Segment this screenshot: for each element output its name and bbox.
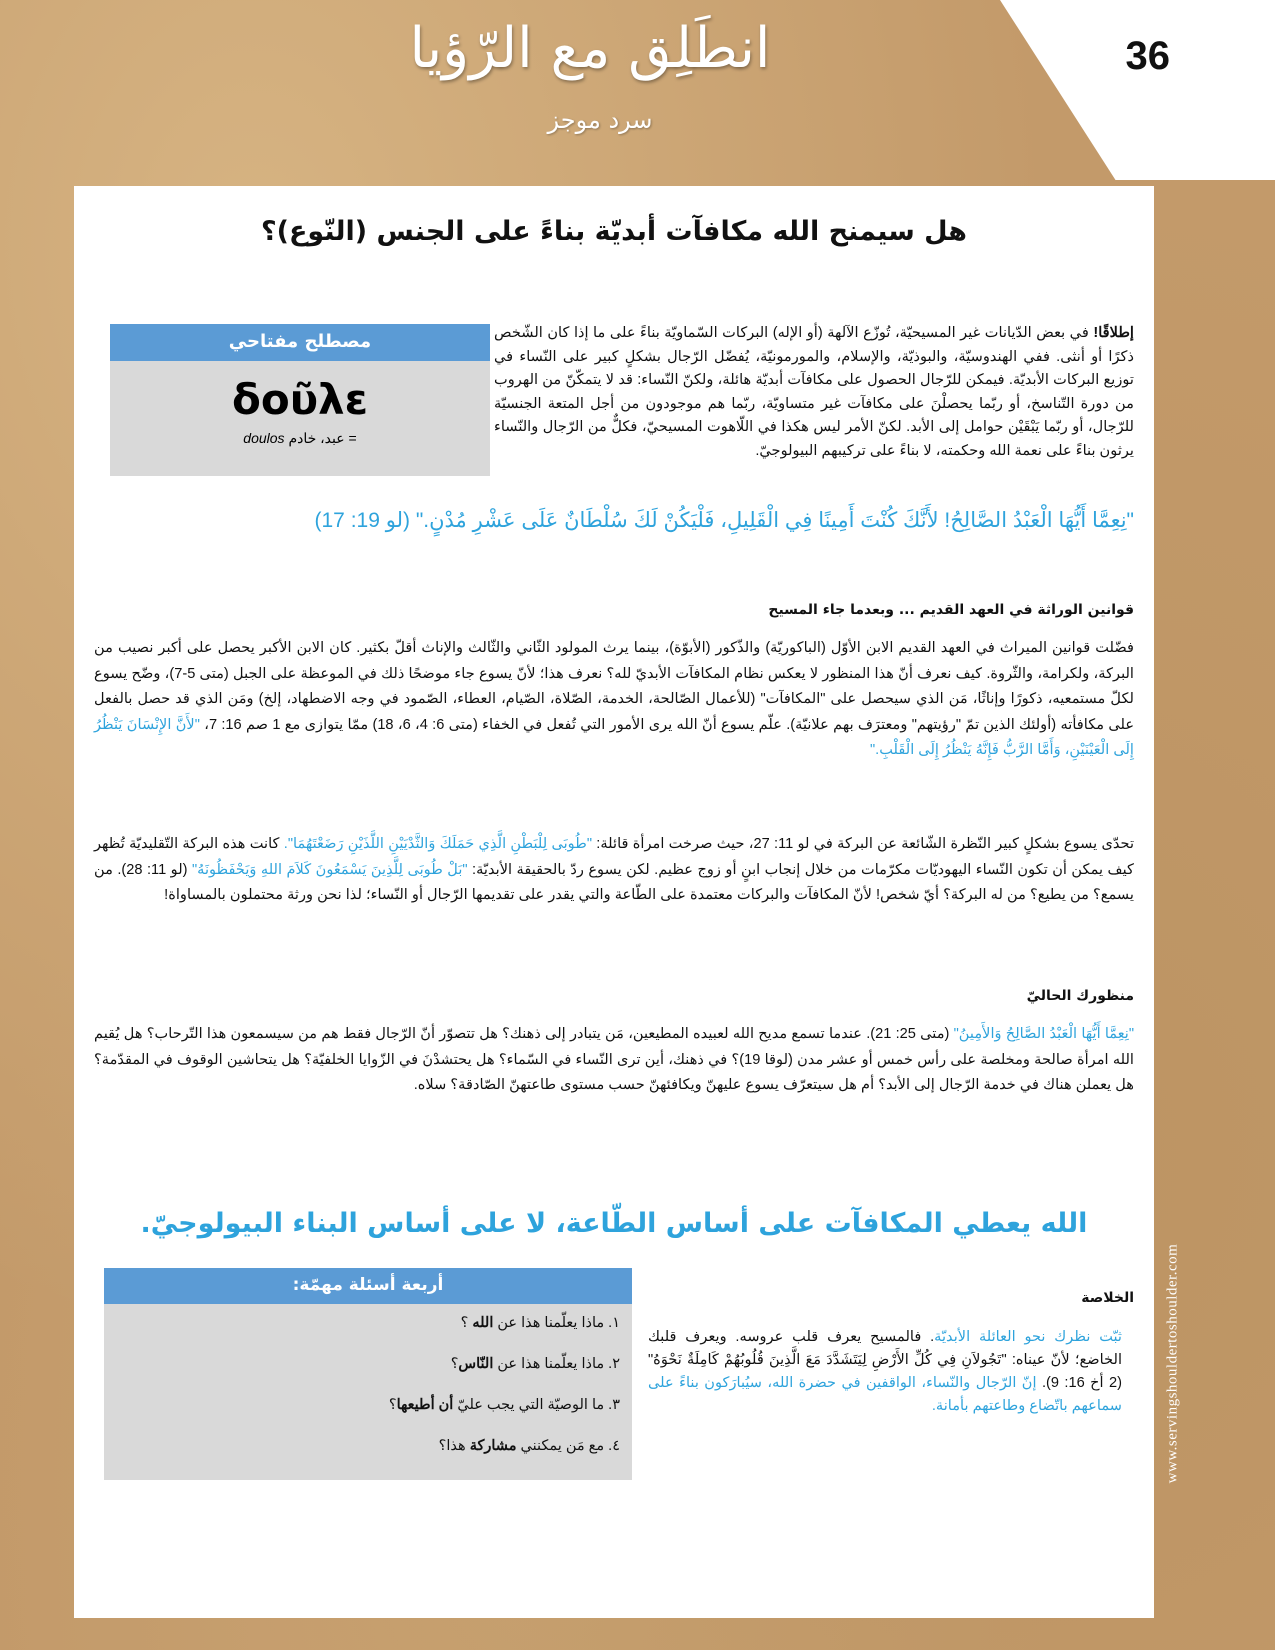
summary-text: . فالمسيح يعرف قلب عروسه. ويعرف قلبك الخاضع؛ لأنّ عيناه: <box>648 1329 1122 1368</box>
key-term-meaning: عبد، خادم = <box>288 430 357 446</box>
intro-lead: إطلاقًا! <box>1093 325 1134 341</box>
scripture-quote: "تَجُولاَنِ فِي كُلِّ الأَرْضِ لِيَتَشَدَّدَ مَعَ الَّذِينَ قُلُوبُهُمْ كَامِلَةٌ نَحْوَهُ" <box>648 1352 1007 1368</box>
inheritance-paragraph-1 <box>94 636 1134 764</box>
summary-paragraph <box>648 1326 1122 1418</box>
intro-text: في بعض الدّيانات غير المسيحيّة، تُوزّع الآلهة (أو الإله) البركات السّماويّة بناءً على ما إذا كان الشّخص ذكرًا أو أنثى. ففي الهندوسيّة، والبوذيّة، والإسلام، والمورمونيّة، يُفضّل الرّجال بشكلٍ كبير على النّساء في توزيع البركات الأبديّة. فيمكن للرّجال الحصول على مكافآت أبديّة هائلة، ولكنّ النّساء: قد لا يتمكّنّ من الهروب من دورة التّناسخ، أو ربّما يحصلْنَ على مكافآت غير متساويّة، ربّما هم موجودون من أجل المتعة الجنسيّة للرّجال، أو ربّما يَبْقَيْن حوامل إلى الأبد. لكنّ الأمر ليس هكذا في اللّاهوت المسيحيّ، فكلٌّ من الرّجال والنّساء يرثون بناءً على نعمة الله وحكمته، لا بناءً على تركيبهم البيولوجيّ. <box>494 325 1134 459</box>
page-number: 36 <box>1125 34 1170 78</box>
verse-text: "نِعِمَّا أَيُّهَا الْعَبْدُ الصَّالِحُ! لأَنَّكَ كُنْتَ أَمِينًا فِي الْقَلِيلِ، فَلْيَكُنْ لَكَ سُلْطَانٌ عَلَى عَشْرِ مُدْنٍ." <box>415 509 1134 532</box>
intro-paragraph <box>494 322 1134 463</box>
four-questions-box <box>104 1268 632 1480</box>
page-corner-tab <box>1000 0 1275 180</box>
series-subtitle: سرد موجز <box>547 106 653 134</box>
scripture-quote: "بَلْ طُوبَى لِلَّذِينَ يَسْمَعُونَ كَلاَمَ اللهِ وَيَحْفَظُونَهُ" <box>191 861 468 878</box>
scripture-quote: "لأَنَّ الإِنْسَانَ يَنْظُرُ إِلَى الْعَيْنَيْنِ، وَأَمَّا الرَّبُّ فَإِنَّهُ يَنْظُرُ إِلَى الْقَلْبِ." <box>94 716 1134 758</box>
main-question-title: هل سيمنح الله مكافآت أبديّة بناءً على الجنس (النّوع)؟ <box>260 216 968 247</box>
inheritance-text: فضّلت قوانين الميراث في العهد القديم الابن الأوّل (الباكوريّة) والذّكور (الأبوّة)، بينما يرث المولود الثّاني والثّالث والإناث أقلّ بكثير. كان الابن الأكبر يحصل على أكبر نصيب من البركة، ولكرامة، والثّروة. كيف نعرف أنّ هذا المنظور لا يعكس نظام المكافآت الأبديّ لله؟ نعرف هذا؛ لأنّ يسوع جاء موضحًا ذلك في الموعظة على الجبل (متى 5-7)، وضّح يسوع لكلّ مستمعيه، ذكورًا وإناثًا، مَن الذي سيحصل على "المكافآت" (للأعمال الصّالحة، الخدمة، الصّلاة، الصّيام، العطاء، الصّمود في وجه الاضطهاد، إلخ) ومَن الذي قد حصل بالفعل على مكافأته (أولئك الذين تمّ "رؤيتهم" ومعترَف بهم علانيّة). علّم يسوع أنّ الله يرى الأمور التي تُفعل في الخفاء (متى 6: 4، 6، 18) ممّا يتوازى مع 1 صم 16: 7، <box>94 640 1135 733</box>
summary-highlight: إنّ الرّجال والنّساء، الواقفين في حضرة الله، سيُبارَكون بناءً على سماعهم باتّضاع وطاعتهم بأمانة. <box>648 1375 1122 1414</box>
website-watermark <box>1158 1200 1188 1540</box>
key-term-transliteration: doulos <box>243 430 285 446</box>
content-card <box>74 186 1154 1618</box>
scripture-quote: "طُوبَى لِلْبَطْنِ الَّذِي حَمَلَكَ وَالثَّدْيَيْنِ اللَّذَيْنِ رَضَعْتَهُمَا". <box>283 836 593 852</box>
summary-highlight: ثبّت نظرك نحو العائلة الأبديّة <box>934 1329 1122 1345</box>
key-term-box <box>110 324 490 476</box>
question-item: ٤. مع مَن يمكنني مشاركة هذا؟ <box>438 1438 620 1454</box>
perspective-text: (متى 25: 21). عندما تسمع مديح الله لعبيده المطيعين، مَن يتبادر إلى ذهنك؟ هل تتصوّر أنّ الرّجال فقط هم من سيسمعون هذا التّرحاب؟ هل يُقيم الله امرأة صالحة ومخلصة على رأس خمس أو عشر مدن (لوقا 19)؟ في ذهنك، أين ترى النّساء في السّماء؟ هل يحتشدْنَ في الزّوايا الخلفيّة؟ هل يتحاشين الوقوف في المقدّمة؟ هل يعملن هناك في خدمة الرّجال إلى الأبد؟ أم هل سيتعرّف يسوع عليهنّ ويكافئهنّ حسب مستوى طاعتهنّ الصّادقة؟ سلاه. <box>94 1026 1134 1093</box>
section-heading-perspective: منظورك الحاليّ <box>1026 988 1134 1004</box>
inheritance-text: كانت هذه البركة التّقليديّة تُظهر كيف يمكن أن تكون النّساء اليهوديّات مكرّمات من خلال إنجاب ابنٍ أو زوج عظيم. لكن يسوع ردّ بالحقيقة الأبديّة: <box>94 836 1135 878</box>
inheritance-paragraph-2 <box>94 832 1134 909</box>
question-item: ٢. ماذا يعلّمنا هذا عن النّاس؟ <box>450 1356 620 1372</box>
inheritance-text: تحدّى يسوع بشكلٍ كبير النّظرة الشّائعة عن البركة في لو 11: 27، حيث صرخت امرأة قائلة: <box>592 836 1135 852</box>
summary-heading: الخلاصة <box>1081 1290 1134 1306</box>
series-title: انطَلِق مع الرّؤيا <box>409 16 771 81</box>
perspective-paragraph <box>94 1022 1134 1099</box>
question-item: ١. ماذا يعلّمنا هذا عن الله ؟ <box>460 1315 620 1331</box>
key-term-heading: مصطلح مفتاحي <box>110 324 490 361</box>
question-item: ٣. ما الوصيّة التي يجب عليّ أن أطيعها؟ <box>388 1397 620 1413</box>
verse-callout <box>174 508 1134 533</box>
four-questions-heading: أربعة أسئلة مهمّة: <box>104 1268 632 1304</box>
key-term-greek: δοῦλε <box>231 375 369 424</box>
inheritance-text: (لو 11: 28). من يسمع؟ من يطيع؟ من له البركة؟ أيّ شخص! لأنّ المكافآت والبركات معتمدة على الطّاعة والتي يقدر على تقديمها الرّجال أو النّساء؛ لذا نحن ورثة محتملون بالمساواة! <box>94 861 1134 903</box>
scripture-quote: "نِعِمَّا أَيُّهَا الْعَبْدُ الصَّالِحُ وَالأَمِينُ" <box>953 1026 1135 1042</box>
key-term-gloss <box>110 430 490 447</box>
verse-ref: (لو 19: 17) <box>314 509 410 532</box>
section-heading-inheritance: قوانين الوراثة في العهد القديم ... وبعدما جاء المسيح <box>768 602 1134 618</box>
pull-quote: الله يعطي المكافآت على أساس الطّاعة، لا على أساس البناء البيولوجيّ. <box>140 1208 1088 1239</box>
watermark-text: www.servingshouldertoshoulder.com <box>1164 1243 1181 1484</box>
summary-text: (2 أخ 16: 9). <box>1036 1375 1122 1391</box>
